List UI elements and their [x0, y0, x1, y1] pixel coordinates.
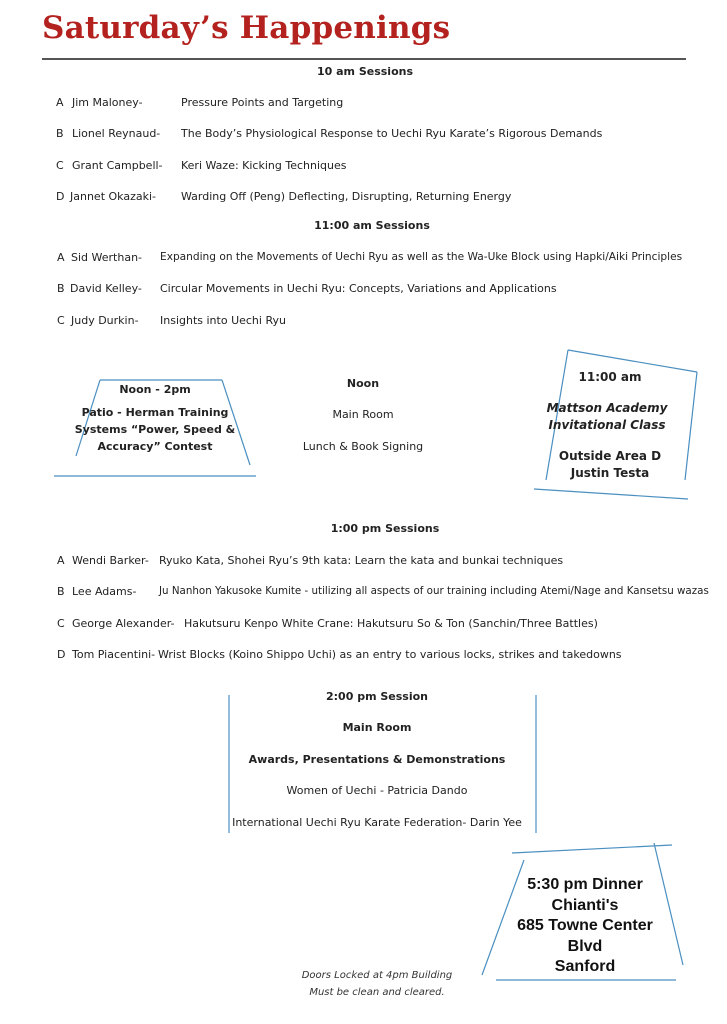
session-letter: C: [56, 159, 64, 172]
session-letter: B: [56, 127, 64, 140]
session-topic: Hakutsuru Kenpo White Crane: Hakutsuru So & Ton (Sanchin/Three Battles): [184, 617, 598, 630]
dinner-line: Chianti's: [551, 896, 619, 914]
patio-time: Noon - 2pm: [119, 383, 191, 396]
session-topic: Ju Nanhon Yakusoke Kumite - utilizing all aspects of our training including Atemi/Nage and Kansetsu wazas: [159, 585, 709, 597]
heading-2pm-session: 2:00 pm Session: [326, 690, 428, 703]
presenter-name: Tom Piacentini-: [72, 648, 156, 661]
noon-room: Main Room: [332, 408, 394, 421]
session-topic: Insights into Uechi Ryu: [160, 314, 286, 327]
presenter-name: Lionel Reynaud-: [72, 127, 161, 140]
session-topic: Pressure Points and Targeting: [181, 96, 344, 109]
session-topic: Wrist Blocks (Koino Shippo Uchi) as an entry to various locks, strikes and takedowns: [158, 648, 622, 661]
session-2pm-event: Awards, Presentations & Demonstrations: [248, 753, 506, 766]
mattson-location-line: Outside Area D: [558, 449, 662, 463]
mattson-box-bottom: [534, 489, 688, 499]
session-row: [0, 159, 727, 173]
presenter-name: Sid Werthan-: [71, 251, 143, 264]
noon-event: Lunch & Book Signing: [302, 440, 424, 453]
presenter-name: Jannet Okazaki-: [70, 190, 156, 203]
session-letter: A: [57, 554, 65, 567]
session-row: [0, 554, 727, 568]
session-topic: Circular Movements in Uechi Ryu: Concepts, Variations and Applications: [160, 282, 557, 295]
presenter-name: Grant Campbell-: [72, 159, 163, 172]
session-letter: C: [57, 314, 65, 327]
session-letter: B: [57, 585, 65, 598]
session-row: [0, 648, 727, 662]
session-row: [0, 585, 727, 599]
mattson-location-line: Justin Testa: [570, 466, 650, 480]
doors-note-line: Doors Locked at 4pm Building: [301, 970, 453, 981]
presenter-name: Wendi Barker-: [72, 554, 149, 567]
patio-box: [70, 381, 240, 455]
dinner-box: [495, 875, 675, 978]
session-topic: Keri Waze: Kicking Techniques: [181, 159, 347, 172]
session-letter: A: [57, 251, 65, 264]
mattson-box: [540, 369, 680, 482]
doors-note: [277, 967, 477, 1001]
session-2pm-line: Women of Uechi - Patricia Dando: [286, 784, 468, 797]
dinner-line: 5:30 pm Dinner: [527, 876, 643, 893]
session-topic: The Body’s Physiological Response to Uechi Ryu Karate’s Rigorous Demands: [181, 127, 603, 140]
session-topic: Warding Off (Peng) Deflecting, Disrupting, Returning Energy: [181, 190, 512, 203]
doors-note-line: Must be clean and cleared.: [309, 987, 445, 998]
session-2pm-line: International Uechi Ryu Karate Federation- Darin Yee: [232, 816, 522, 829]
session-row: [0, 251, 727, 265]
dinner-line: 685 Towne Center: [517, 917, 653, 934]
patio-desc-line: Accuracy” Contest: [97, 440, 213, 453]
dinner-line: Sanford: [554, 958, 616, 975]
session-2pm-room: Main Room: [342, 721, 412, 734]
mattson-name-line: Mattson Academy: [546, 401, 668, 415]
page-title: Saturday’s Happenings: [42, 10, 451, 46]
session-row: [0, 282, 727, 296]
dinner-line: Blvd: [567, 937, 603, 955]
session-row: [0, 314, 727, 328]
patio-desc-line: Patio - Herman Training: [81, 406, 229, 419]
session-topic: Expanding on the Movements of Uechi Ryu as well as the Wa-Uke Block using Hapki/Aiki Principles: [160, 251, 683, 263]
patio-desc-line: Systems “Power, Speed &: [74, 423, 236, 436]
mattson-name-line: Invitational Class: [548, 418, 666, 432]
mattson-box-right: [685, 372, 697, 480]
heading-1pm-sessions: 1:00 pm Sessions: [330, 522, 440, 535]
heading-10am-sessions: 10 am Sessions: [316, 65, 414, 78]
presenter-name: Jim Maloney-: [72, 96, 143, 109]
presenter-name: Judy Durkin-: [71, 314, 139, 327]
session-row: [0, 96, 727, 110]
presenter-name: Lee Adams-: [72, 585, 137, 598]
heading-11am-sessions: 11:00 am Sessions: [314, 219, 430, 232]
session-letter: A: [56, 96, 64, 109]
session-row: [0, 127, 727, 141]
session-letter: D: [56, 190, 65, 203]
presenter-name: David Kelley-: [70, 282, 142, 295]
session-row: [0, 190, 727, 204]
session-row: [0, 617, 727, 631]
dinner-box-top: [512, 845, 672, 853]
noon-heading: Noon: [346, 377, 380, 390]
mattson-time: 11:00 am: [578, 370, 642, 384]
session-topic: Ryuko Kata, Shohei Ryu’s 9th kata: Learn the kata and bunkai techniques: [159, 554, 564, 567]
session-letter: B: [57, 282, 65, 295]
session-letter: C: [57, 617, 65, 630]
title-divider: [42, 58, 686, 60]
presenter-name: George Alexander-: [72, 617, 175, 630]
session-letter: D: [57, 648, 66, 661]
